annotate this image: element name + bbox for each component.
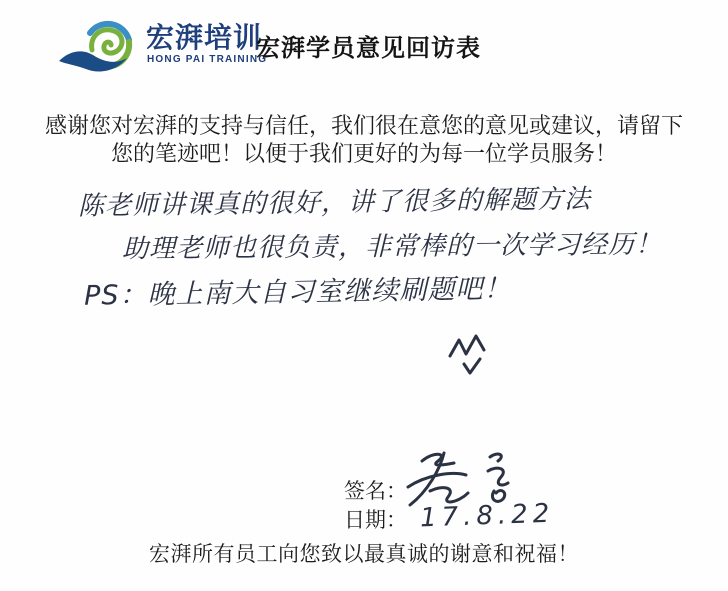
handwritten-line-1: 陈老师讲课真的很好，讲了很多的解题方法 — [77, 184, 592, 222]
form-title: 宏湃学员意见回访表 — [256, 36, 481, 62]
wave-swirl-logo-icon — [56, 16, 148, 76]
signature-label: 签名： — [344, 479, 407, 503]
handwritten-line-3: PS：晚上南大自习室继续刷题吧！ — [83, 273, 512, 312]
zigzag-heart-doodle-icon — [444, 332, 496, 378]
logo-chinese-name: 宏湃培训 — [146, 22, 263, 53]
footer-text: 宏湃所有员工向您致以最真诚的谢意和祝福！ — [149, 542, 579, 566]
intro-text: 感谢您对宏湃的支持与信任，我们很在意您的意见或建议，请留下您的笔迹吧！以便于我们更好的为每一位学员服务！ — [44, 113, 683, 166]
handwritten-line-2: 助理老师也很负责，非常棒的一次学习经历！ — [121, 229, 663, 265]
handwritten-date: 17.8.22 — [419, 498, 555, 534]
date-label: 日期： — [344, 508, 407, 532]
logo-english-name: HONG PAI TRAINING — [147, 54, 268, 65]
